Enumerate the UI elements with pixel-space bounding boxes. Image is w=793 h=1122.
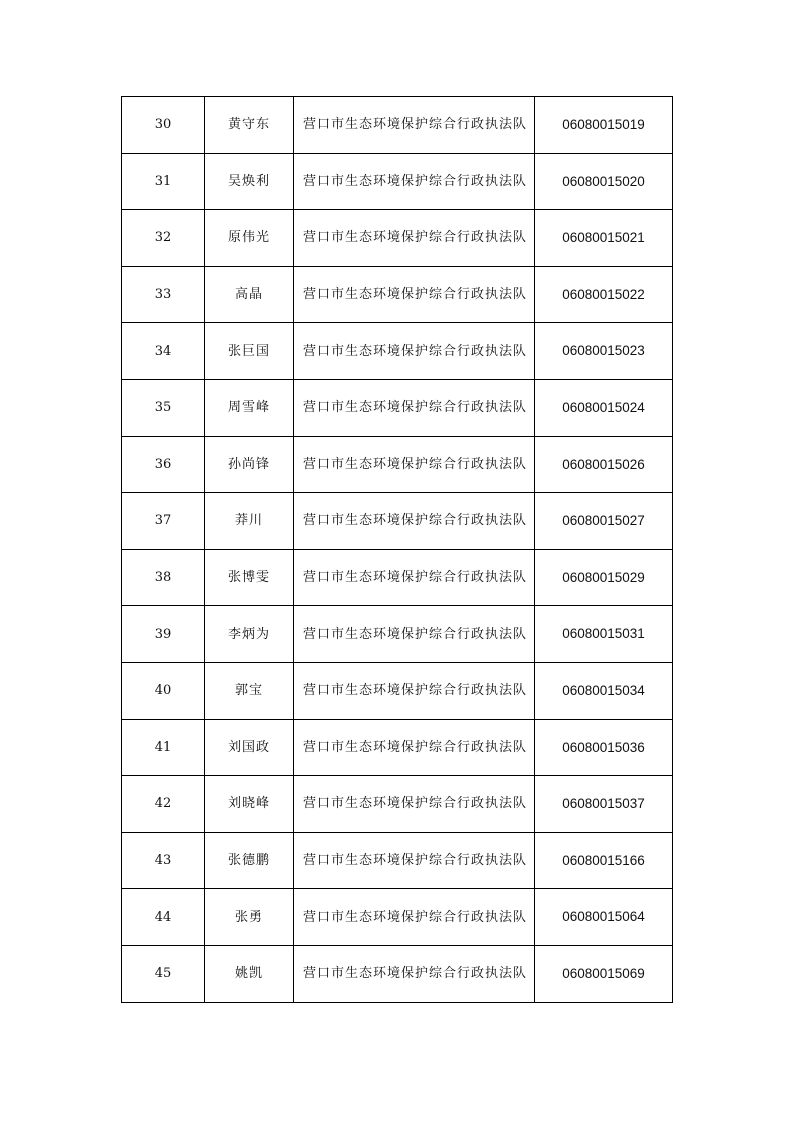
table-row [122,97,673,154]
row-number: 41 [122,719,205,776]
row-number: 43 [122,832,205,889]
table-row [122,776,673,833]
officer-name: 张巨国 [205,323,294,380]
officer-name: 孙尚锋 [205,436,294,493]
table-row [122,662,673,719]
officer-name: 刘晓峰 [205,776,294,833]
organization: 营口市生态环境保护综合行政执法队 [294,379,535,436]
organization: 营口市生态环境保护综合行政执法队 [294,606,535,663]
organization: 营口市生态环境保护综合行政执法队 [294,323,535,380]
officer-name: 黄守东 [205,97,294,154]
row-number: 36 [122,436,205,493]
certificate-number: 06080015026 [535,436,673,493]
certificate-number: 06080015029 [535,549,673,606]
officer-name: 李炳为 [205,606,294,663]
table-row [122,379,673,436]
table-row [122,153,673,210]
organization: 营口市生态环境保护综合行政执法队 [294,493,535,550]
organization: 营口市生态环境保护综合行政执法队 [294,945,535,1002]
table-row [122,210,673,267]
table-row [122,719,673,776]
certificate-number: 06080015023 [535,323,673,380]
certificate-number: 06080015019 [535,97,673,154]
row-number: 42 [122,776,205,833]
organization: 营口市生态环境保护综合行政执法队 [294,776,535,833]
organization: 营口市生态环境保护综合行政执法队 [294,719,535,776]
organization: 营口市生态环境保护综合行政执法队 [294,832,535,889]
certificate-number: 06080015027 [535,493,673,550]
organization: 营口市生态环境保护综合行政执法队 [294,549,535,606]
certificate-number: 06080015034 [535,662,673,719]
certificate-number: 06080015021 [535,210,673,267]
organization: 营口市生态环境保护综合行政执法队 [294,662,535,719]
row-number: 40 [122,662,205,719]
certificate-number: 06080015069 [535,945,673,1002]
officer-name: 张博雯 [205,549,294,606]
row-number: 33 [122,266,205,323]
certificate-number: 06080015020 [535,153,673,210]
officer-name: 张德鹏 [205,832,294,889]
row-number: 31 [122,153,205,210]
organization: 营口市生态环境保护综合行政执法队 [294,97,535,154]
row-number: 45 [122,945,205,1002]
certificate-number: 06080015024 [535,379,673,436]
officer-name: 郭宝 [205,662,294,719]
table-row [122,549,673,606]
table-row [122,493,673,550]
organization: 营口市生态环境保护综合行政执法队 [294,153,535,210]
row-number: 32 [122,210,205,267]
row-number: 30 [122,97,205,154]
table-body [122,97,673,1003]
table-row [122,266,673,323]
officer-name: 刘国政 [205,719,294,776]
row-number: 39 [122,606,205,663]
organization: 营口市生态环境保护综合行政执法队 [294,889,535,946]
table-row [122,945,673,1002]
officer-name: 周雪峰 [205,379,294,436]
organization: 营口市生态环境保护综合行政执法队 [294,436,535,493]
table-row [122,889,673,946]
row-number: 38 [122,549,205,606]
officer-name: 莽川 [205,493,294,550]
officer-name: 姚凯 [205,945,294,1002]
enforcement-staff-table [121,96,673,1003]
row-number: 35 [122,379,205,436]
officer-name: 高晶 [205,266,294,323]
certificate-number: 06080015036 [535,719,673,776]
certificate-number: 06080015166 [535,832,673,889]
table-row [122,436,673,493]
organization: 营口市生态环境保护综合行政执法队 [294,266,535,323]
officer-name: 原伟光 [205,210,294,267]
certificate-number: 06080015031 [535,606,673,663]
row-number: 37 [122,493,205,550]
officer-name: 吴焕利 [205,153,294,210]
row-number: 34 [122,323,205,380]
table-row [122,323,673,380]
officer-name: 张勇 [205,889,294,946]
table-row [122,606,673,663]
certificate-number: 06080015022 [535,266,673,323]
certificate-number: 06080015037 [535,776,673,833]
table-row [122,832,673,889]
row-number: 44 [122,889,205,946]
organization: 营口市生态环境保护综合行政执法队 [294,210,535,267]
certificate-number: 06080015064 [535,889,673,946]
